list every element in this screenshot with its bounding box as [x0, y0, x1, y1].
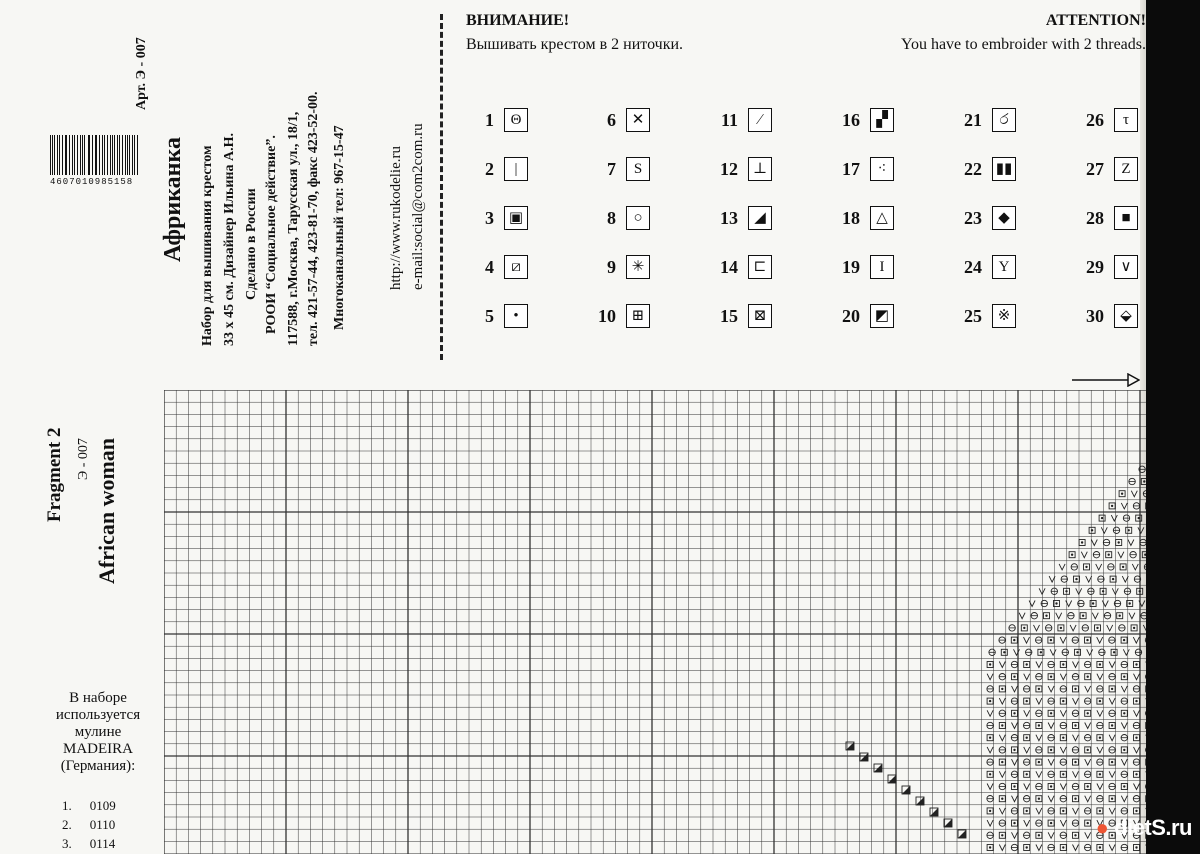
legend-item [704, 108, 772, 132]
legend-item [1070, 157, 1138, 181]
legend-symbol-icon: Y [992, 255, 1016, 279]
legend-item [582, 108, 650, 132]
legend-item [826, 304, 894, 328]
legend-number: 22 [964, 158, 982, 179]
legend-symbol-icon: △ [870, 206, 894, 230]
legend-item [582, 255, 650, 279]
legend-item [582, 206, 650, 230]
cut-line [440, 14, 443, 360]
legend-item [826, 157, 894, 181]
legend-number: 26 [1086, 109, 1104, 130]
legend-number: 16 [842, 109, 860, 130]
legend-item [948, 206, 1016, 230]
legend-symbol-icon: ◆ [992, 206, 1016, 230]
legend-symbol-icon: ⧄ [504, 255, 528, 279]
legend-symbol-icon: ⊠ [748, 304, 772, 328]
legend-item [460, 206, 528, 230]
legend-item [826, 206, 894, 230]
info-line: 117588, г.Москва, Тарусская ул., 18/1, [286, 111, 301, 346]
legend-item [704, 255, 772, 279]
legend-symbol-icon: ▞ [870, 108, 894, 132]
legend-number: 3 [485, 207, 494, 228]
legend-symbol-icon: S [626, 157, 650, 181]
legend-number: 25 [964, 305, 982, 326]
legend-symbol-icon: ▣ [504, 206, 528, 230]
legend-symbol-icon: ⁖ [870, 157, 894, 181]
legend-item [460, 157, 528, 181]
legend-symbol-icon: ▮▮ [992, 157, 1016, 181]
scan-background [1146, 0, 1200, 854]
legend-number: 19 [842, 256, 860, 277]
legend-item [1070, 304, 1138, 328]
legend-number: 20 [842, 305, 860, 326]
legend-item [948, 108, 1016, 132]
legend-item [1070, 206, 1138, 230]
legend-number: 15 [720, 305, 738, 326]
watermark: ● dietS.ru [1095, 815, 1192, 840]
legend-number: 18 [842, 207, 860, 228]
legend-symbol-icon: ✕ [626, 108, 650, 132]
legend-symbol-icon: ⬙ [1114, 304, 1138, 328]
email: e-mail:social@com2com.ru [410, 123, 426, 290]
legend-number: 27 [1086, 158, 1104, 179]
legend-number: 5 [485, 305, 494, 326]
legend-symbol-icon: ∨ [1114, 255, 1138, 279]
legend-item [582, 157, 650, 181]
legend-number: 29 [1086, 256, 1104, 277]
legend-item [948, 304, 1016, 328]
arrow-right-icon [1072, 373, 1140, 387]
legend-symbol-icon: ✳ [626, 255, 650, 279]
thread-list [62, 796, 116, 853]
legend-number: 10 [598, 305, 616, 326]
legend-number: 6 [607, 109, 616, 130]
legend-item [582, 304, 650, 328]
legend-item [1070, 255, 1138, 279]
legend-number: 21 [964, 109, 982, 130]
legend-symbol-icon: τ [1114, 108, 1138, 132]
legend-symbol-icon: Θ [504, 108, 528, 132]
legend-number: 13 [720, 207, 738, 228]
website-url: http://www.rukodelie.ru [388, 145, 404, 290]
info-line: Многоканальный тел: 967-15-47 [332, 125, 347, 330]
legend-item [1070, 108, 1138, 132]
thread-info: В наборе используется мулине MADEIRA (Германия): [55, 690, 141, 774]
legend-symbol-icon: ◩ [870, 304, 894, 328]
legend-item [704, 157, 772, 181]
legend-symbol-icon: ■ [1114, 206, 1138, 230]
legend-number: 24 [964, 256, 982, 277]
legend-item [704, 304, 772, 328]
legend-item [826, 108, 894, 132]
legend-symbol-icon: ∕ [748, 108, 772, 132]
info-line: 33 х 45 см. Дизайнер Ильина А.Н. [222, 133, 237, 346]
attention-text-en: You have to embroider with 2 threads. [901, 36, 1146, 53]
legend-number: 28 [1086, 207, 1104, 228]
legend-number: 17 [842, 158, 860, 179]
legend-symbol-icon: ⊞ [626, 304, 650, 328]
legend-number: 7 [607, 158, 616, 179]
attention-title-ru: ВНИМАНИЕ! [466, 12, 570, 29]
pattern-grid [164, 390, 1146, 854]
attention-text-ru: Вышивать крестом в 2 ниточки. [466, 36, 684, 53]
fragment-name: African woman [94, 437, 119, 584]
legend-item [460, 108, 528, 132]
legend-item [460, 255, 528, 279]
legend-number: 30 [1086, 305, 1104, 326]
legend-number: 4 [485, 256, 494, 277]
legend-symbol-icon: Z [1114, 157, 1138, 181]
product-name: Африканка [160, 137, 186, 262]
legend-symbol-icon: ⊥ [748, 157, 772, 181]
legend-symbol-icon: • [504, 304, 528, 328]
legend-number: 12 [720, 158, 738, 179]
legend-symbol-icon: ※ [992, 304, 1016, 328]
legend-number: 14 [720, 256, 738, 277]
list-item: 2. 0110 [62, 817, 116, 832]
legend-item [826, 255, 894, 279]
info-line: тел. 421-57-44, 423-81-70, факс 423-52-00. [306, 91, 321, 346]
list-item: 1. 0109 [62, 798, 116, 813]
barcode-number: 4607010985158 [50, 177, 134, 187]
legend-symbol-icon: ○ [626, 206, 650, 230]
legend-symbol-icon: I [870, 255, 894, 279]
legend-symbol-icon: ර [992, 108, 1016, 132]
article-number: Арт. Э - 007 [134, 37, 149, 110]
fragment-code: Э - 007 [76, 438, 91, 480]
fragment-title: Fragment 2 [44, 427, 65, 522]
info-line: РООИ “Социальное действие”. [264, 135, 279, 334]
legend-item [948, 157, 1016, 181]
legend-number: 9 [607, 256, 616, 277]
legend-symbol-icon: ⊏ [748, 255, 772, 279]
info-line: Сделано в России [244, 188, 259, 300]
list-item: 3. 0114 [62, 836, 116, 851]
barcode [50, 135, 140, 175]
legend-symbol-icon: ◢ [748, 206, 772, 230]
legend-item [948, 255, 1016, 279]
legend-number: 8 [607, 207, 616, 228]
legend-item [704, 206, 772, 230]
legend-number: 1 [485, 109, 494, 130]
attention-title-en: ATTENTION! [1045, 12, 1146, 29]
legend-number: 2 [485, 158, 494, 179]
legend-symbol-icon: | [504, 157, 528, 181]
info-line: Набор для вышивания крестом [200, 145, 215, 346]
legend-item [460, 304, 528, 328]
legend-number: 23 [964, 207, 982, 228]
legend-number: 11 [720, 109, 738, 130]
